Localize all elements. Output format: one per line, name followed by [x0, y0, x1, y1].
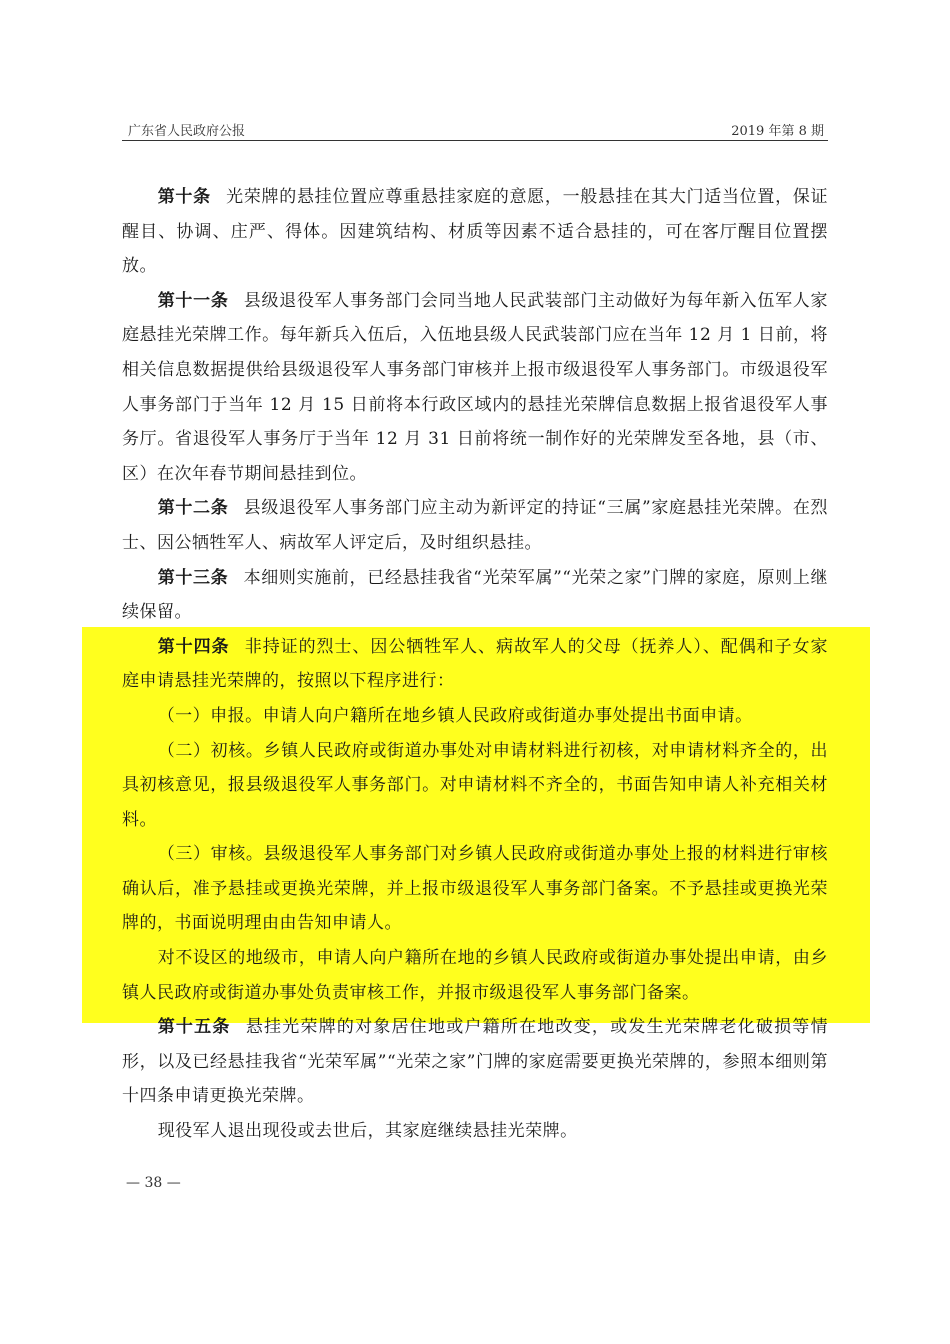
page-number: — 38 — — [126, 1175, 181, 1191]
paragraph-text: 县级退役军人事务部门应主动为新评定的持证“三属”家庭悬挂光荣牌。在烈士、因公牺牲军人、病故军人评定后，及时组织悬挂。 — [122, 498, 828, 553]
document-body — [122, 180, 828, 1149]
article-number: 第十五条 — [157, 1017, 231, 1038]
paragraph-step-2 — [122, 734, 828, 838]
paragraph-text: 非持证的烈士、因公牺牲军人、病故军人的父母（抚养人）、配偶和子女家庭申请悬挂光荣牌的，按照以下程序进行： — [122, 636, 829, 692]
paragraph-article-13 — [122, 561, 828, 630]
article-number: 第十条 — [157, 187, 211, 207]
paragraph-text: 对不设区的地级市，申请人向户籍所在地的乡镇人民政府或街道办事处提出申请，由乡镇人民政府或街道办事处负责审核工作，并报市级退役军人事务部门备案。 — [122, 948, 828, 1003]
paragraph-text: 本细则实施前，已经悬挂我省“光荣军属”“光荣之家”门牌的家庭，原则上继续保留。 — [122, 567, 828, 623]
article-number: 第十二条 — [157, 498, 229, 519]
paragraph-no-district-city — [122, 941, 828, 1010]
paragraph-article-10 — [122, 180, 828, 284]
paragraph-text: 光荣牌的悬挂位置应尊重悬挂家庭的意愿，一般悬挂在其大门适当位置，保证醒目、协调、庄严、得体。因建筑结构、材质等因素不适合悬挂的，可在客厅醒目位置摆放。 — [122, 187, 829, 277]
paragraph-text: 县级退役军人事务部门会同当地人民武装部门主动做好为每年新入伍军人家庭悬挂光荣牌工作。每年新兵入伍后，入伍地县级人民武装部门应在当年 12 月 1 日前，将相关信息数据提供给县级退役军人事务部门审核并上报市级退役军人事务部门。市级退役军人事务部门于当年 12 月 15 日前将本行政区域内的悬挂光荣牌信息数据上报省退役军人事务厅。省退役军人事务厅于当年 12 月 31 日前将统一制作好的光荣牌发至各地，县（市、区）在次年春节期间悬挂到位。 — [122, 290, 829, 484]
paragraph-text: （三）审核。县级退役军人事务部门对乡镇人民政府或街道办事处上报的材料进行审核确认后，准予悬挂或更换光荣牌，并上报市级退役军人事务部门备案。不予悬挂或更换光荣牌的，书面说明理由由告知申请人。 — [122, 844, 828, 934]
paragraph-text: （一）申报。申请人向户籍所在地乡镇人民政府或街道办事处提出书面申请。 — [157, 705, 753, 726]
paragraph-article-12 — [122, 491, 828, 560]
paragraph-step-3 — [122, 837, 828, 941]
paragraph-text: （二）初核。乡镇人民政府或街道办事处对申请材料进行初核，对申请材料齐全的，出具初核意见，报县级退役军人事务部门。对申请材料不齐全的，书面告知申请人补充相关材料。 — [122, 740, 828, 830]
paragraph-article-15 — [122, 1010, 828, 1114]
paragraph-active-duty — [122, 1114, 828, 1149]
paragraph-article-11 — [122, 284, 828, 492]
paragraph-text: 悬挂光荣牌的对象居住地或户籍所在地改变，或发生光荣牌老化破损等情形，以及已经悬挂我省“光荣军属”“光荣之家”门牌的家庭需要更换光荣牌的，参照本细则第十四条申请更换光荣牌。 — [122, 1017, 828, 1107]
paragraph-text: 现役军人退出现役或去世后，其家庭继续悬挂光荣牌。 — [157, 1121, 578, 1142]
page-header — [122, 118, 828, 141]
publication-name: 广东省人民政府公报 — [128, 124, 246, 139]
issue-number: 2019 年第 8 期 — [731, 124, 824, 139]
article-number: 第十一条 — [157, 290, 229, 311]
article-number: 第十四条 — [157, 636, 230, 657]
article-number: 第十三条 — [157, 567, 229, 588]
paragraph-article-14 — [122, 630, 828, 699]
paragraph-step-1 — [122, 699, 828, 734]
